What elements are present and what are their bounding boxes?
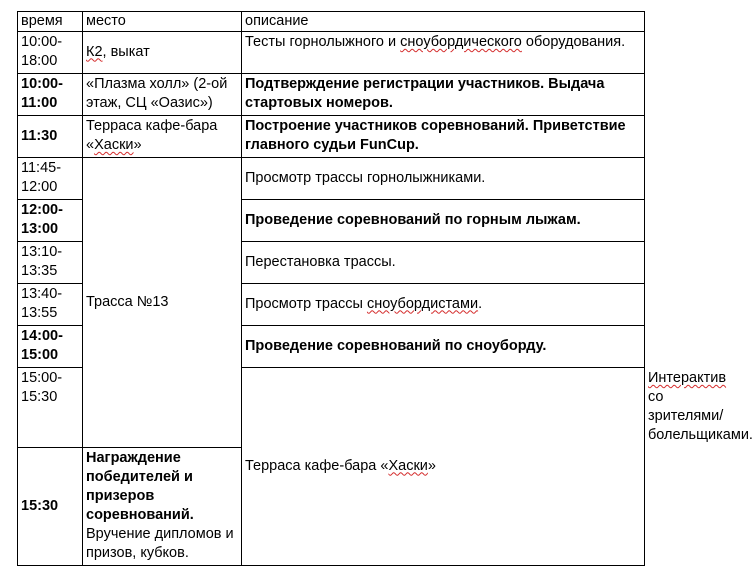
time-cell: 11:30: [18, 116, 83, 158]
desc-part: оборудования.: [521, 34, 626, 50]
description-cell: Просмотр трассы горнолыжниками.: [242, 158, 645, 200]
desc-part: Просмотр трассы: [245, 295, 367, 312]
description-cell: Перестановка трассы.: [242, 242, 645, 284]
desc-part: Тесты горнолыжного и: [245, 34, 401, 50]
place-cell: [83, 116, 242, 158]
place-part: Терраса кафе-бара «: [245, 457, 389, 474]
header-time: время: [18, 12, 83, 32]
table-row: [18, 158, 645, 200]
time-cell: 14:00-15:00: [18, 326, 83, 368]
place-part: Терраса кафе-бара «: [86, 118, 218, 153]
header-description: описание: [242, 12, 645, 32]
place-cell: «Плазма холл» (2-ой этаж, СЦ «Оазис»): [83, 74, 242, 116]
desc-part: Интерактив: [648, 370, 727, 386]
schedule-table: [17, 11, 753, 566]
place-part: Хаски: [388, 457, 428, 474]
desc-part: со зрителями/болельщиками.: [648, 389, 753, 443]
time-cell: 15:30: [18, 448, 83, 566]
description-cell: Проведение соревнований по сноуборду.: [242, 326, 645, 368]
desc-part: Награждение победителей и призеров соревнований.: [86, 450, 194, 523]
place-part: К2: [86, 43, 103, 60]
time-cell: 13:10-13:35: [18, 242, 83, 284]
description-cell: [242, 284, 645, 326]
place-part: , выкат: [102, 43, 150, 60]
time-cell: 10:00-11:00: [18, 74, 83, 116]
desc-part: сноубордистами: [366, 295, 479, 312]
desc-part: Вручение дипломов и призов, кубков.: [86, 526, 234, 561]
description-cell: Проведение соревнований по горным лыжам.: [242, 200, 645, 242]
table-row: [18, 32, 645, 74]
desc-part: .: [478, 295, 483, 312]
place-cell-merged: Трасса №13: [83, 158, 242, 448]
header-row: [18, 12, 645, 32]
description-cell: Построение участников соревнований. Приветствие главного судьи FunCup.: [242, 116, 645, 158]
header-place: место: [83, 12, 242, 32]
place-part: Хаски: [94, 137, 134, 153]
table-row: [18, 116, 645, 158]
place-cell-merged: [242, 368, 645, 566]
desc-part: сноубордического: [400, 34, 522, 50]
place-part: »: [133, 137, 142, 153]
time-cell: 10:00-18:00: [18, 32, 83, 74]
table-row: [18, 74, 645, 116]
time-cell: 13:40-13:55: [18, 284, 83, 326]
place-part: »: [427, 457, 436, 474]
time-cell: 15:00-15:30: [18, 368, 83, 448]
time-cell: 11:45-12:00: [18, 158, 83, 200]
description-cell: Подтверждение регистрации участников. Выдача стартовых номеров.: [242, 74, 645, 116]
description-cell: [242, 32, 645, 74]
time-cell: 12:00-13:00: [18, 200, 83, 242]
place-cell: [83, 32, 242, 74]
description-cell: [83, 448, 242, 566]
